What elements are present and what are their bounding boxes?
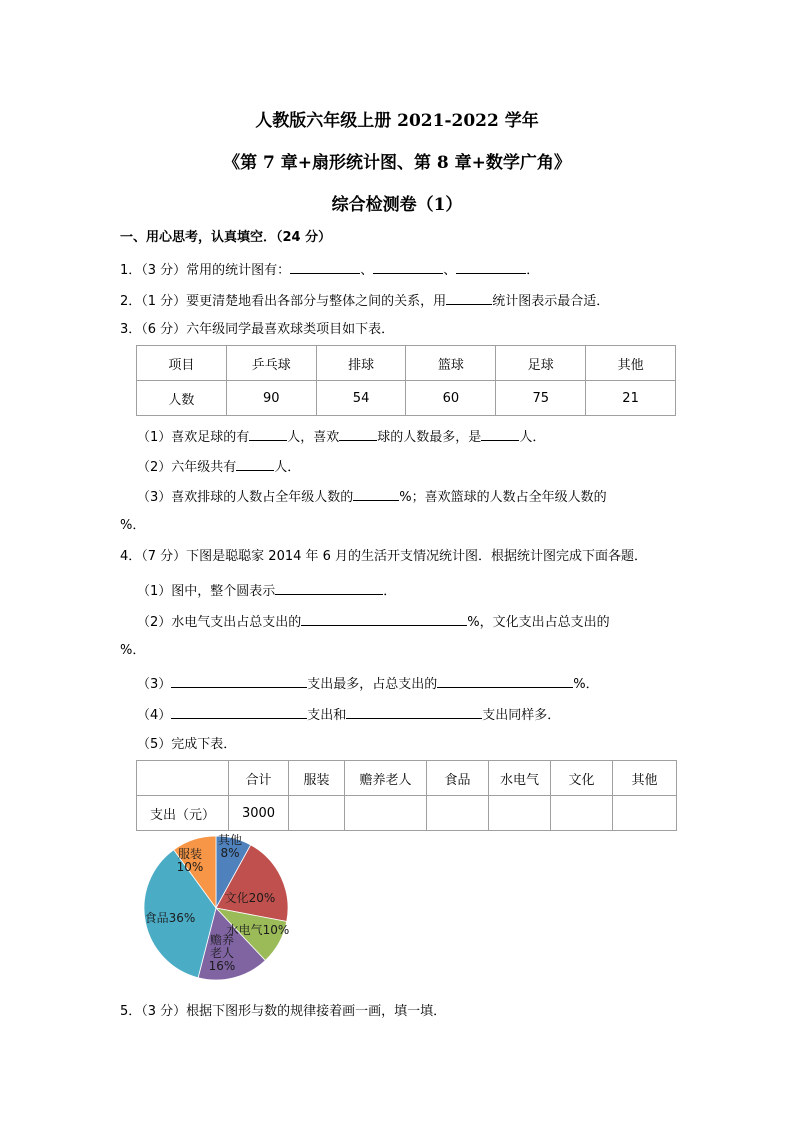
table-cell: 54 (316, 381, 406, 416)
table-cell: 75 (496, 381, 586, 416)
exam-title-line3: 综合检测卷（1） (331, 195, 463, 215)
answer-blank[interactable] (353, 487, 399, 501)
table-row (137, 381, 676, 416)
expense-pie-chart (130, 830, 330, 995)
answer-blank[interactable] (236, 457, 274, 471)
answer-blank[interactable] (290, 260, 360, 274)
answer-blank[interactable] (339, 427, 377, 441)
expense-table (136, 760, 677, 831)
answer-blank[interactable] (171, 674, 307, 688)
answer-blank[interactable] (249, 427, 287, 441)
answer-blank[interactable] (456, 260, 526, 274)
answer-blank[interactable] (446, 291, 492, 305)
pie-label-文化: 文化20% (224, 891, 276, 905)
question-4-sub-5: （5）完成下表． (137, 737, 237, 752)
table-cell: 项目 (137, 346, 227, 381)
question-3-sub-1: （1）喜欢足球的有 人，喜欢 球的人数最多，是 人． (137, 427, 545, 446)
answer-blank[interactable] (346, 705, 482, 719)
table-cell: 其他 (586, 346, 676, 381)
pie-label-服装: 服装 10% (176, 847, 204, 874)
answer-cell[interactable] (427, 796, 489, 831)
table-cell: 3000 (229, 796, 289, 831)
section1-heading: 一、用心思考，认真填空．（24 分） (120, 230, 332, 245)
answer-cell[interactable] (345, 796, 427, 831)
table-cell: 支出（元） (137, 796, 229, 831)
answer-blank[interactable] (437, 674, 573, 688)
question-4-sub-1: （1）图中，整个圆表示 ． (137, 581, 396, 600)
exam-title-line1: 人教版六年级上册 2021-2022 学年 (255, 111, 539, 131)
table-cell: 食品 (427, 761, 489, 796)
answer-blank[interactable] (275, 581, 383, 595)
ball-preference-table (136, 345, 676, 416)
table-cell: 合计 (229, 761, 289, 796)
table-header-row (137, 761, 677, 796)
question-1: 1．（3 分）常用的统计图有： 、 、 ． (120, 260, 539, 279)
question-4-sub-2-cont: %． (120, 643, 146, 658)
answer-cell[interactable] (613, 796, 677, 831)
table-cell: 水电气 (489, 761, 551, 796)
pie-label-其他: 其他 8% (217, 833, 243, 860)
question-3: 3．（6 分）六年级同学最喜欢球类项目如下表． (120, 322, 395, 337)
table-cell: 其他 (613, 761, 677, 796)
question-3-sub-2: （2）六年级共有 人． (137, 457, 300, 476)
pie-label-水电气: 水电气10% (226, 923, 290, 937)
table-cell: 90 (226, 381, 316, 416)
question-5: 5．（3 分）根据下图形与数的规律接着画一画，填一填． (120, 1004, 447, 1019)
question-4-sub-2: （2）水电气支出占总支出的 %，文化支出占总支出的 (137, 612, 610, 631)
answer-blank[interactable] (171, 705, 307, 719)
table-cell: 人数 (137, 381, 227, 416)
pie-label-食品: 食品36% (144, 911, 196, 925)
answer-cell[interactable] (489, 796, 551, 831)
answer-cell[interactable] (551, 796, 613, 831)
exam-title-line2: 《第 7 章+扇形统计图、第 8 章+数学广角》 (223, 153, 571, 173)
pie-label-赡养老人: 赡养老人 16% (208, 933, 236, 973)
question-3-sub-3-cont: %． (120, 518, 146, 533)
table-cell (137, 761, 229, 796)
table-cell: 文化 (551, 761, 613, 796)
table-cell: 赡养老人 (345, 761, 427, 796)
answer-cell[interactable] (289, 796, 345, 831)
table-cell: 排球 (316, 346, 406, 381)
question-2: 2．（1 分）要更清楚地看出各部分与整体之间的关系，用 统计图表示最合适． (120, 291, 609, 310)
question-3-sub-3: （3）喜欢排球的人数占全年级人数的 %；喜欢篮球的人数占全年级人数的 (137, 487, 607, 506)
question-4: 4．（7 分）下图是聪聪家 2014 年 6 月的生活开支情况统计图．根据统计图完成下面各题． (120, 549, 648, 564)
question-4-sub-3: （3） 支出最多，占总支出的 %． (137, 674, 599, 693)
table-header-row (137, 346, 676, 381)
table-row (137, 796, 677, 831)
table-cell: 21 (586, 381, 676, 416)
answer-blank[interactable] (373, 260, 443, 274)
table-cell: 60 (406, 381, 496, 416)
table-cell: 足球 (496, 346, 586, 381)
answer-blank[interactable] (481, 427, 519, 441)
table-cell: 篮球 (406, 346, 496, 381)
question-4-sub-4: （4） 支出和 支出同样多． (137, 705, 560, 724)
table-cell: 乒乓球 (226, 346, 316, 381)
table-cell: 服装 (289, 761, 345, 796)
answer-blank[interactable] (301, 612, 467, 626)
